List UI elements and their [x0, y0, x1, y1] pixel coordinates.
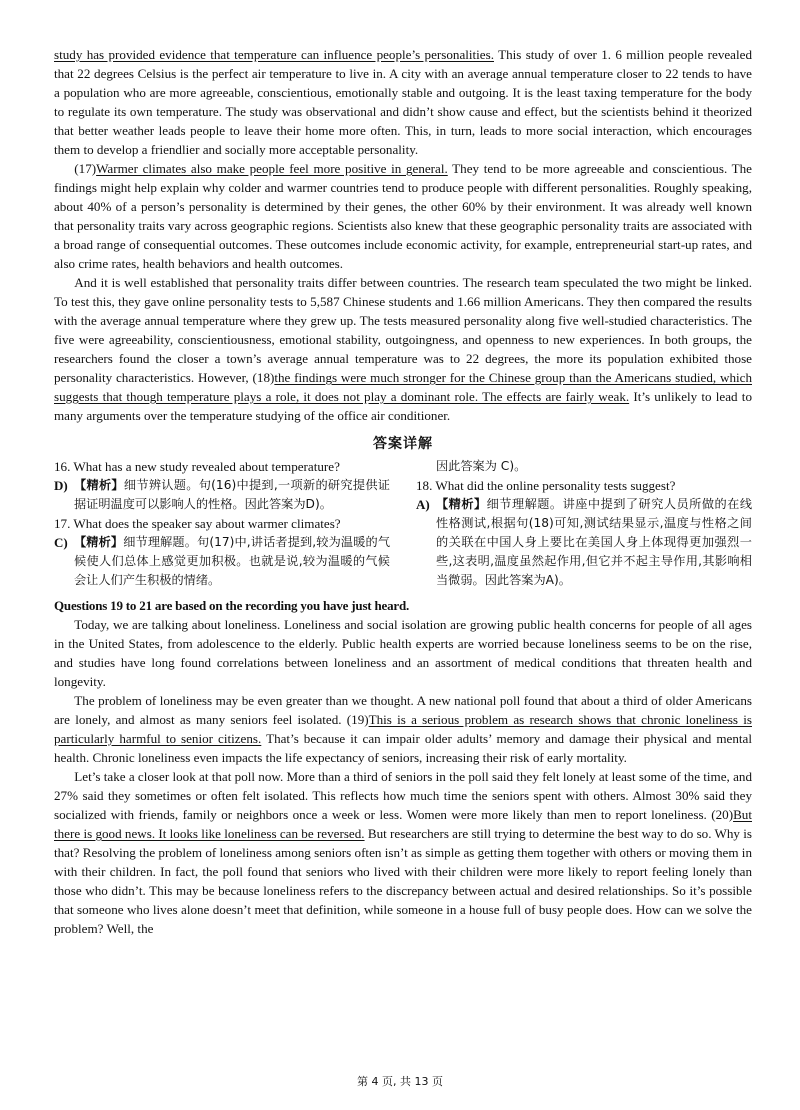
underlined-sentence-18: the findings were much stronger for the Chinese group than the Americans studied, which suggests that though temperature plays a role, it does not play a dominant role. The effects are fairly weak. [54, 370, 752, 404]
answer-letter: D) [54, 478, 68, 493]
paragraph-loneliness-intro: Today, we are talking about loneliness. Loneliness and social isolation are growing public health concerns for people of all ages in the United States, from adolescence to the elderly. Public health experts are worried because loneliness seems to be on the rise, and studies have long found correlations between loneliness and an assortment of medical conditions that threaten health and longevity. [54, 617, 752, 689]
paragraph-study-evidence [54, 45, 752, 159]
question-17: 17. What does the speaker say about warmer climates? [54, 516, 341, 531]
sentence-marker-17: (17) [74, 161, 97, 176]
answer-explanation: 【精析】细节理解题。句(17)中,讲话者提到,较为温暖的气候使人们总体上感觉更加积极。也就是说,较为温暖的气候会让人们产生积极的情绪。 [74, 535, 391, 587]
paragraph-text: That’s because it can impair older adults’ memory and damage their physical and mental health. Chronic loneliness even impacts the life expectancy of seniors, increasing their risk of early mortality. [54, 731, 752, 765]
answers-right-column [416, 457, 752, 590]
paragraph-national-poll [54, 691, 752, 767]
answer-explanation: 【精析】细节辨认题。句(16)中提到,一项新的研究提供证据证明温度可以影响人的性格。因此答案为D)。 [74, 478, 390, 511]
sentence-marker-20: (20) [711, 807, 734, 822]
answer-17-continuation: 因此答案为 C)。 [436, 459, 527, 473]
questions-19-21-heading: Questions 19 to 21 are based on the recording you have just heard. [54, 598, 410, 613]
question-16: 16. What has a new study revealed about temperature? [54, 459, 340, 474]
analysis-tag: 【精析】 [436, 497, 487, 511]
paragraph-poll-details [54, 767, 752, 938]
paragraph-text: It’s unlikely to lead to many arguments over the temperature studying of the office air conditioner. [54, 389, 752, 423]
paragraph-warmer-climates [54, 159, 752, 273]
underlined-sentence-16: study has provided evidence that temperature can influence people’s personalities. [54, 47, 494, 62]
answer-explanation: 【精析】细节理解题。讲座中提到了研究人员所做的在线性格测试,根据句(18)可知,测试结果显示,温度与性格之间的关联在中国人身上要比在美国人身上体现得更加强烈一些,这表明,温度虽然起作用,但它并不起主导作用,其影响相当微弱。因此答案为A)。 [436, 497, 753, 587]
answer-letter: A) [416, 497, 430, 512]
paragraph-personality-tests [54, 273, 752, 425]
paragraph-text: The problem of loneliness may be even greater than we thought. A new national poll found that about a third of older Americans are lonely, and almost as many seniors feel isolated. [54, 693, 752, 727]
sentence-marker-18: (18) [252, 370, 275, 385]
answers-two-column [54, 457, 752, 590]
analysis-tag: 【精析】 [74, 478, 124, 492]
paragraph-text: This study of over 1. 6 million people revealed that 22 degrees Celsius is the perfect air temperature to live in. A city with an average annual temperature closer to 22 tends to have a population who are more agreeable, conscientious, emotionally stable and outgoing. It is the least taxing temperature for the body to regulate its own temperature. The study was observational and didn’t show cause and effect, but the scientists behind it theorized that better weather leads people to leave their home more often. This, in turn, leads to more social interaction, which encourages them to develop a friendlier and socially more acceptable personality. [54, 47, 752, 157]
answers-left-column [54, 457, 390, 590]
answer-16 [54, 476, 390, 514]
paragraph-text: Let’s take a closer look at that poll now. More than a third of seniors in the poll said they felt lonely at least some of the time, and 27% said they sometimes or often felt isolated. This reflects how much time the seniors spent with others. Almost 30% said they socialized with friends, family or neighbors once a week or less. Women were more likely than men to report loneliness. [54, 769, 752, 822]
underlined-sentence-17: Warmer climates also make people feel more positive in general. [96, 161, 448, 176]
answer-letter: C) [54, 535, 68, 550]
question-18: 18. What did the online personality tests suggest? [416, 478, 676, 493]
answer-18 [416, 495, 752, 590]
sentence-marker-19: (19) [346, 712, 369, 727]
paragraph-text: They tend to be more agreeable and conscientious. The findings might help explain why colder and warmer countries tend to produce people with different personalities. Roughly speaking, about 40% of a person’s personality is determined by their genes, the other 60% by their environment. It was already well known that personality traits vary across geographic regions. Scientists also knew that these geographic personality traits are associated with a broad range of consequential outcomes. These outcomes include economic activity, for example, entrepreneurial start-up rates, and also crime rates, health behaviors and health outcomes. [54, 161, 752, 271]
paragraph-text: But researchers are still trying to determine the best way to do so. Why is that? Resolving the problem of loneliness among seniors often isn’t as simple as getting them together with others or moving them in with their children. In fact, the poll found that seniors who lived with their children were more likely to report feeling lonely than those who didn’t. This may be because loneliness refers to the discrepancy between actual and desired relationships. So it’s possible that someone who lives alone doesn’t meet that definition, while someone in a house full of busy people does. How can we solve the problem? Well, the [54, 826, 752, 936]
paragraph-text: And it is well established that personality traits differ between countries. The research team speculated the two might be linked. To test this, they gave online personality tests to 5,587 Chinese students and 1.66 million Americans. They then compared the results with the average annual temperature where they grew up. The tests measured personality along five well-studied characteristics. The five were agreeability, conscientiousness, emotional stability, outgoingness, and openness to new experiences. In both groups, the researchers found the closer a town’s average annual temperature was to 22 degrees, the more its population exhibited those personality characteristics. However, [54, 275, 752, 385]
underlined-sentence-20: But there is good news. It looks like loneliness can be reversed. [54, 807, 752, 841]
answer-17 [54, 533, 390, 590]
underlined-sentence-19: This is a serious problem as research shows that chronic loneliness is particularly harmful to senior citizens. [54, 712, 752, 746]
page-content [54, 45, 752, 938]
answers-section-title: 答案详解 [373, 436, 433, 452]
page-number-footer: 第 4 页, 共 13 页 [357, 1075, 443, 1088]
analysis-tag: 【精析】 [74, 535, 124, 549]
